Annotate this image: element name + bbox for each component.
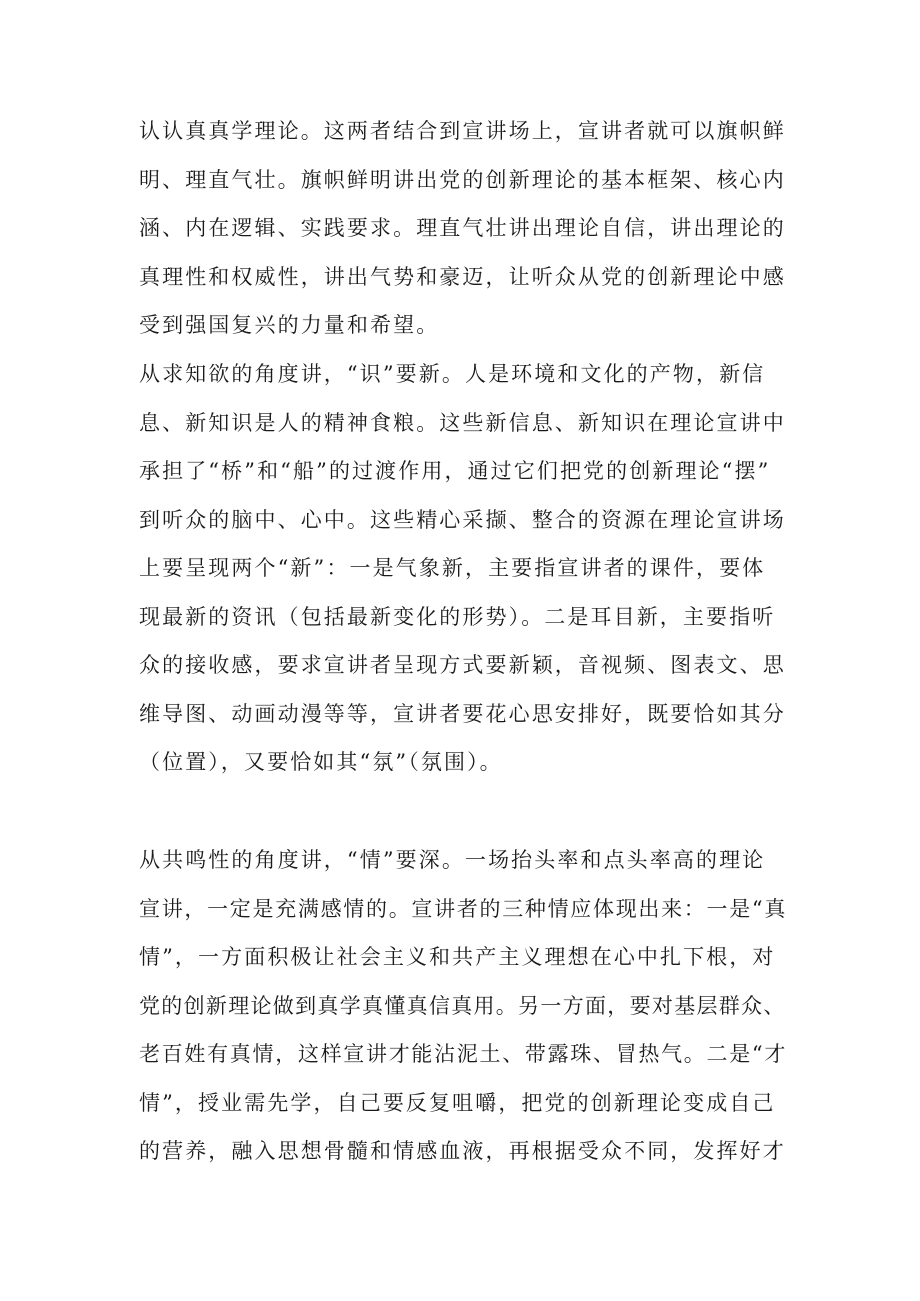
- text-line: 受到强国复兴的力量和希望。: [139, 313, 440, 337]
- text-line: 党的创新理论做到真学真懂真信真用。另一方面，要对基层群众、: [139, 993, 786, 1018]
- text-line: 承担了“桥”和“船”的过渡作用，通过它们把党的创新理论“摆”: [139, 459, 771, 483]
- text-line: 众的接收感，要求宣讲者呈现方式要新颖，音视频、图表文、思: [139, 653, 786, 677]
- paragraph-1: [139, 107, 789, 350]
- text-line: 维导图、动画动漫等等，宣讲者要花心思安排好，既要恰如其分: [139, 701, 786, 726]
- text-line: 情”，一方面积极让社会主义和共产主义理想在心中扎下根，对: [139, 945, 776, 969]
- text-line: 到听众的脑中、心中。这些精心采撷、整合的资源在理论宣讲场: [139, 507, 786, 532]
- text-line: 真理性和权威性，讲出气势和豪迈，让听众从党的创新理论中感: [139, 264, 786, 289]
- paragraph-3: [139, 836, 789, 1176]
- text-line: 认认真真学理论。这两者结合到宣讲场上，宣讲者就可以旗帜鲜: [139, 119, 786, 143]
- text-line: 现最新的资讯（包括最新变化的形势）。二是耳目新，主要指听: [139, 604, 776, 629]
- text-line: 涵、内在逻辑、实践要求。理直气壮讲出理论自信，讲出理论的: [139, 216, 786, 240]
- text-line: 从求知欲的角度讲，“识”要新。人是环境和文化的产物，新信: [139, 362, 766, 386]
- text-line: 从共鸣性的角度讲，“情”要深。一场抬头率和点头率高的理论: [139, 848, 766, 872]
- paragraph-2: [139, 350, 789, 787]
- text-line: 明、理直气壮。旗帜鲜明讲出党的创新理论的基本框架、核心内: [139, 167, 786, 192]
- text-line: 情”，授业需先学，自己要反复咀嚼，把党的创新理论变成自己: [139, 1090, 776, 1115]
- text-line: 宣讲，一定是充满感情的。宣讲者的三种情应体现出来：一是“真: [139, 896, 788, 921]
- text-line: （位置），又要恰如其“氛”（氛围）。: [139, 750, 503, 774]
- text-line: 老百姓有真情，这样宣讲才能沾泥土、带露珠、冒热气。二是“才: [139, 1042, 788, 1066]
- text-line: 息、新知识是人的精神食粮。这些新信息、新知识在理论宣讲中: [139, 410, 786, 435]
- text-line: 上要呈现两个“新”：一是气象新，主要指宣讲者的课件，要体: [139, 556, 766, 580]
- text-line: 的营养，融入思想骨髓和情感血液，再根据受众不同，发挥好才: [139, 1139, 786, 1163]
